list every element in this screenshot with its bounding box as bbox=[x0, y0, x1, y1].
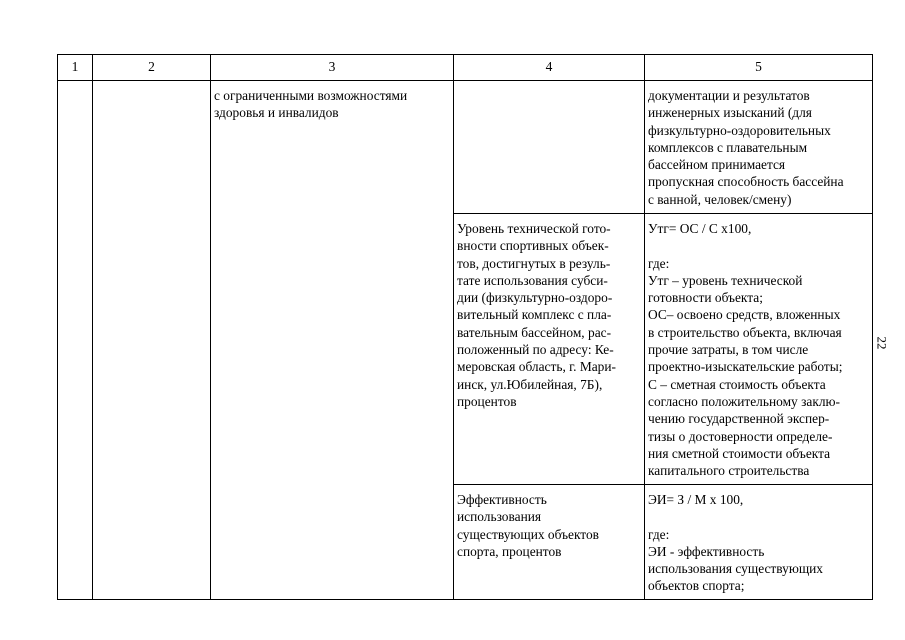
row1-col5-text: документации и результатов инженерных изысканий (для физкультурно-оздоровительных комплексов с плавательным бассейном принимается пропускная способность бассейна с ванной, человек/смену) bbox=[648, 88, 844, 207]
table-border-bottom bbox=[57, 599, 873, 600]
row3-col4-text: Эффективность использования существующих объектов спорта, процентов bbox=[457, 492, 599, 559]
page-number: 22 bbox=[874, 336, 890, 350]
row1-col3-text: с ограниченными возможностями здоровья и инвалидов bbox=[214, 88, 408, 121]
row-divider-2 bbox=[453, 484, 873, 485]
column-divider-1 bbox=[92, 54, 93, 600]
column-divider-2 bbox=[210, 54, 211, 600]
header-col-2: 2 bbox=[148, 59, 155, 74]
header-col-1: 1 bbox=[71, 59, 79, 74]
table-border-right bbox=[872, 54, 873, 600]
table-border-left bbox=[57, 54, 58, 600]
row2-col5-text: Утг= ОС / С х100, где: Утг – уровень технической готовности объекта; ОС– освоено средств, вложенных в строительство объекта, включая прочие затраты, в том числе проектно-изыскательские работы; С – сметная стоимость объекта согласно положительному заклю- чению государственной экспер- тизы о достоверности определе- ния сметной стоимости объекта капитального строительства bbox=[648, 221, 843, 479]
header-col-4: 4 bbox=[545, 59, 553, 74]
header-col-3: 3 bbox=[328, 59, 336, 74]
column-divider-4 bbox=[644, 54, 645, 600]
header-row-border bbox=[57, 80, 873, 81]
row3-col5-text: ЭИ= З / М х 100, где: ЭИ - эффективность использования существующих объектов спорта; bbox=[648, 492, 823, 594]
header-col-5: 5 bbox=[755, 59, 762, 74]
row-divider-1 bbox=[453, 213, 873, 214]
row2-col4-text: Уровень технической гото- вности спортивных объек- тов, достигнутых в резуль- тате использования субси- дии (физкультурно-оздоро- вительный комплекс с пла- вательным бассейном, рас- положенный по адресу: Ке- меровская область, г. Мари- инск, ул.Юбилейная, 7Б), процентов bbox=[457, 221, 616, 409]
column-divider-3 bbox=[453, 54, 454, 600]
